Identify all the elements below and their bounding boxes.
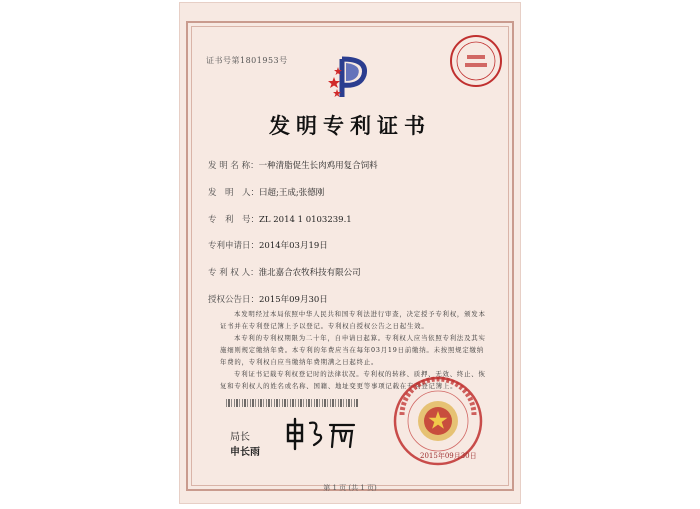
field-invention-name: [208, 159, 378, 171]
field-inventor: [208, 186, 324, 198]
body-paragraph: 本发明经过本局依照中华人民共和国专利法进行审查，决定授予专利权，颁发本证书并在专利登记簿上予以登记。专利权自授权公告之日起生效。: [220, 310, 486, 330]
field-label: 发 明 人：: [208, 188, 260, 198]
field-label: 专 利 权 人：: [208, 268, 259, 278]
signature-icon: [284, 417, 360, 455]
field-label: 授权公告日：: [208, 295, 260, 305]
field-value: 淮北嘉合农牧科技有限公司: [258, 268, 361, 278]
body-paragraph: 本专利的专利权期限为二十年，自申请日起算。专利权人应当依照专利法及其实施细则规定缴纳年费。本专利的年费应当在每年03月19日前缴纳。未按照规定缴纳年费的，专利权自应当缴纳年费期满之日起终止。: [220, 334, 486, 366]
field-value: 2014年03月19日: [259, 241, 328, 251]
field-grant-date: [208, 293, 328, 305]
patent-certificate: [180, 3, 520, 503]
director-title: 局长: [230, 432, 250, 443]
field-patent-number: [208, 213, 352, 225]
certificate-number: 证书号第1801953号: [206, 56, 288, 65]
field-application-date: [208, 239, 328, 251]
field-value: 一种清脂促生长肉鸡用复合饲料: [258, 161, 378, 171]
field-label: 专利申请日：: [208, 241, 260, 251]
field-value: 曰超;王成;张德刚: [259, 188, 325, 198]
director-name: 申长雨: [230, 447, 260, 458]
field-label: 专 利 号：: [208, 215, 260, 225]
page-footer: 第 1 页 (共 1 页): [323, 484, 377, 492]
field-value: 2015年09月30日: [259, 295, 328, 305]
field-value: ZL 2014 1 0103239.1: [259, 215, 352, 225]
field-patentee: [208, 266, 361, 278]
body-paragraph: 专利证书记载专利权登记时的法律状况。专利权的转移、质押、无效、终止、恢复和专利权人的姓名或名称、国籍、地址变更等事项记载在专利登记簿上。: [220, 370, 486, 390]
seal-date: 2015年09月30日: [420, 452, 477, 460]
red-stamp-top-icon: [448, 33, 504, 93]
barcode: [226, 399, 358, 407]
certificate-title: 发明专利证书: [269, 113, 431, 138]
field-label: 发 明 名 称：: [208, 161, 259, 171]
patent-office-logo-icon: [328, 53, 372, 105]
